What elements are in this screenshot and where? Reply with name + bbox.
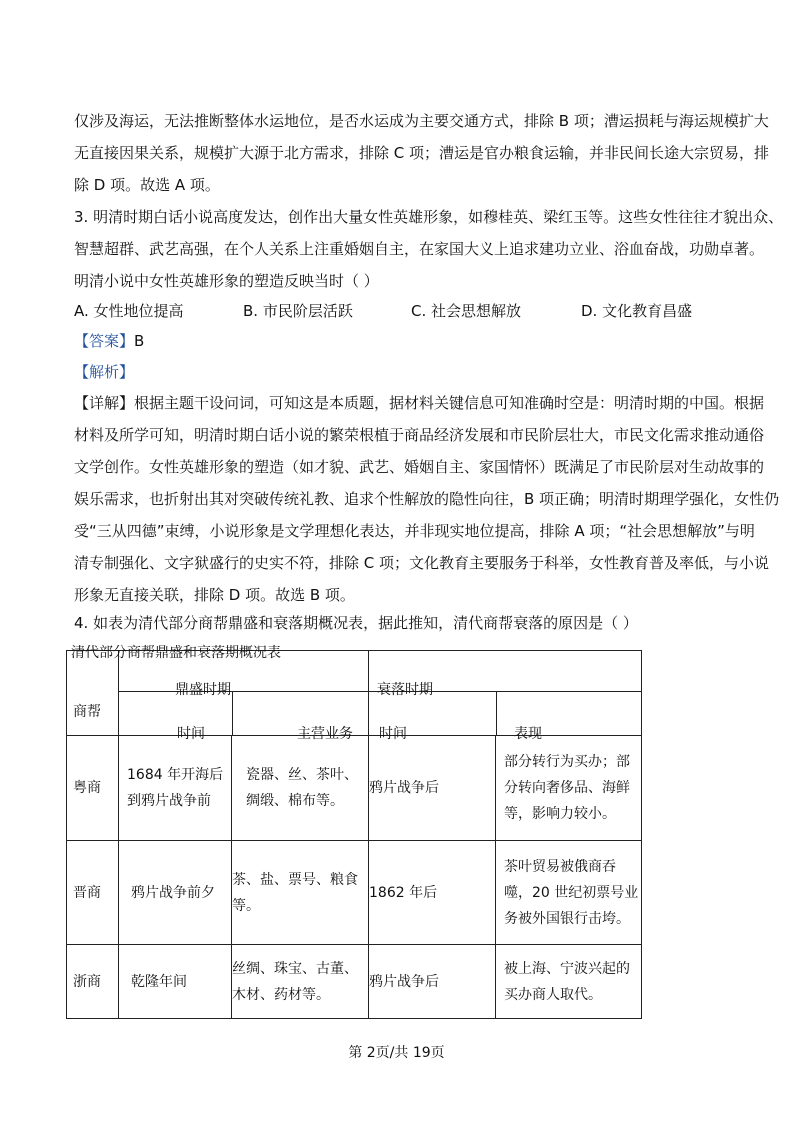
peak-time-cell: 乾隆年间 <box>119 945 232 1019</box>
header-peak <box>119 651 369 742</box>
answer-value: B <box>134 332 145 350</box>
header-decline-performance: 表现 <box>514 726 542 742</box>
option-c: C. 社会思想解放 <box>411 302 522 320</box>
table-row <box>67 945 642 1019</box>
analysis-line <box>74 361 134 383</box>
performance-cell: 被上海、宁波兴起的买办商人取代。 <box>496 945 642 1019</box>
text-line: 清专制强化、文字狱盛行的史实不符，排除 C 项；文化教育主要服务于科举，女性教育普及率低，与小说 <box>74 554 770 572</box>
performance-cell: 部分转行为买办；部分转向奢侈品、海鲜等，影响力较小。 <box>496 736 642 841</box>
text-line: 仅涉及海运，无法推断整体水运地位，是否水运成为主要交通方式，排除 B 项；漕运损耗与海运规模扩大 <box>74 112 769 130</box>
text-line: 受“三从四德”束缚，小说形象是文学理想化表达，并非现实地位提高，排除 A 项；“社会思想解放”与明 <box>74 522 755 540</box>
header-merchant-label: 商帮 <box>73 704 101 720</box>
table-header-row <box>67 651 642 736</box>
performance-cell: 茶叶贸易被俄商吞噬，20 世纪初票号业务被外国银行击垮。 <box>496 841 642 945</box>
detail-line <box>74 392 764 414</box>
question-3-stem: 3. 明清时期白话小说高度发达，创作出大量女性英雄形象，如穆桂英、梁红玉等。这些女性往往才貌出众、 <box>74 208 784 226</box>
header-peak-time: 时间 <box>177 726 205 742</box>
header-peak-business: 主营业务 <box>297 726 353 742</box>
merchant-table <box>66 650 642 1019</box>
text-line: 明清小说中女性英雄形象的塑造反映当时（ ） <box>74 272 379 290</box>
table-caption: 清代部分商帮鼎盛和衰落期概况表 <box>71 645 281 661</box>
table-row <box>67 841 642 945</box>
business-cell: 丝绸、珠宝、古董、木材、药材等。 <box>232 945 369 1019</box>
analysis-tag: 【解析】 <box>74 363 135 381</box>
decline-time-cell: 鸦片战争后 <box>369 736 496 841</box>
text-line: 娱乐需求，也折射出其对突破传统礼教、追求个性解放的隐性向往，B 项正确；明清时期理学强化，女性仍 <box>74 490 780 508</box>
header-peak-label: 鼎盛时期 <box>175 682 231 698</box>
business-cell: 瓷器、丝、茶叶、绸缎、棉布等。 <box>232 736 369 841</box>
text-line: 无直接因果关系，规模扩大源于北方需求，排除 C 项；漕运是官办粮食运输，并非民间长途大宗贸易，排 <box>74 144 770 162</box>
answer-line <box>74 330 144 352</box>
text-line: 文学创作。女性英雄形象的塑造（如才貌、武艺、婚姻自主、家国情怀）既满足了市民阶层对生动故事的 <box>74 458 765 476</box>
header-decline-time: 时间 <box>379 726 407 742</box>
peak-time-cell: 鸦片战争前夕 <box>119 841 232 945</box>
header-decline-label: 衰落时期 <box>377 682 433 698</box>
detail-tag: 【详解】 <box>74 394 135 412</box>
page-footer: 第 2页/共 19页 <box>348 1045 445 1061</box>
answer-tag: 【答案】 <box>74 332 135 350</box>
merchant-name: 晋商 <box>67 841 119 945</box>
header-merchant <box>67 651 119 736</box>
text-line: 形象无直接关联，排除 D 项。故选 B 项。 <box>74 586 355 604</box>
decline-time-cell: 鸦片战争后 <box>369 945 496 1019</box>
option-a: A. 女性地位提高 <box>74 302 184 320</box>
merchant-name: 浙商 <box>67 945 119 1019</box>
text-line: 智慧超群、武艺高强，在个人关系上注重婚姻自主，在家国大义上追求建功立业、浴血奋战，功勋卓著。 <box>74 240 765 258</box>
decline-time-cell: 1862 年后 <box>369 841 496 945</box>
header-decline <box>369 651 642 742</box>
peak-time-cell: 1684 年开海后到鸦片战争前 <box>119 736 232 841</box>
text-line: 除 D 项。故选 A 项。 <box>74 176 220 194</box>
text-line: 材料及所学可知，明清时期白话小说的繁荣根植于商品经济发展和市民阶层壮大，市民文化需求推动通俗 <box>74 426 765 444</box>
question-4-stem: 4. 如表为清代部分商帮鼎盛和衰落期概况表，据此推知，清代商帮衰落的原因是（ ） <box>74 614 638 632</box>
detail-text: 根据主题干设问词，可知这是本质题，据材料关键信息可知准确时空是：明清时期的中国。根据 <box>134 394 765 412</box>
option-d: D. 文化教育昌盛 <box>581 302 693 320</box>
option-b: B. 市民阶层活跃 <box>243 302 353 320</box>
merchant-name: 粤商 <box>67 736 119 841</box>
table-row <box>67 736 642 841</box>
business-cell: 茶、盐、票号、粮食等。 <box>232 841 369 945</box>
